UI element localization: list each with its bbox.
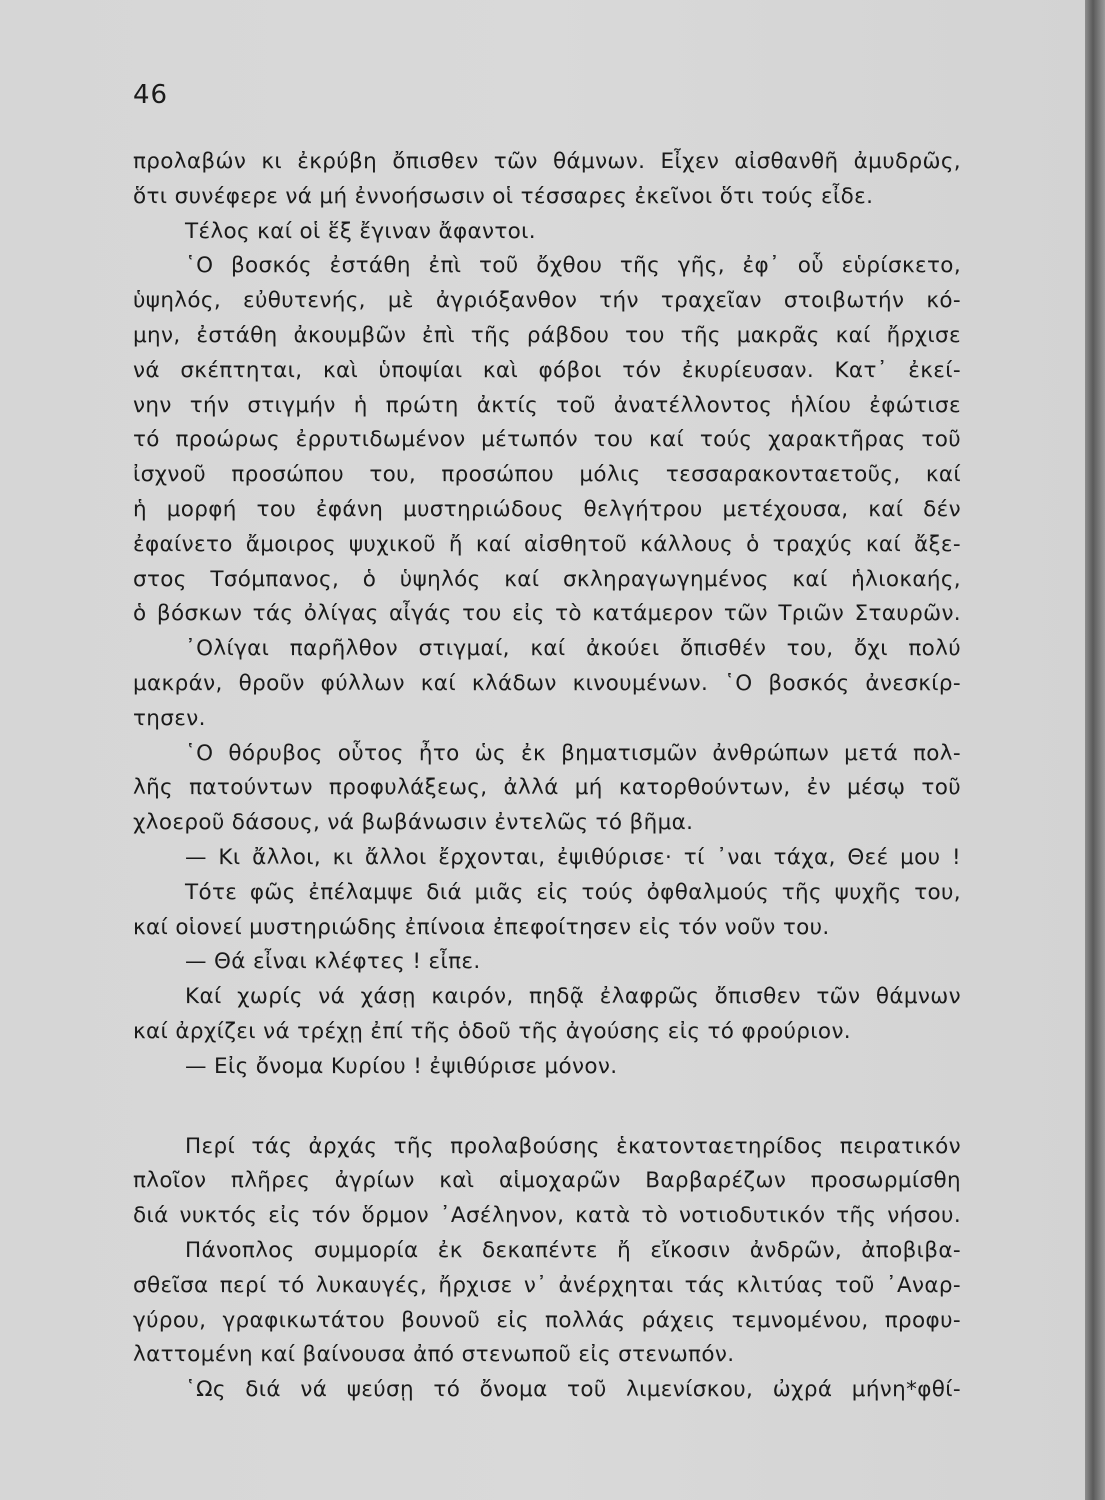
text-line: Τότε φῶς ἐπέλαμψε διά μιᾶς εἰς τούς ὀφθαλμούς τῆς ψυχῆς του,	[185, 879, 961, 905]
text-line: — Κι ἄλλοι, κι ἄλλοι ἔρχονται, ἐψιθύρισε· τί ᾽ναι τάχα, Θεέ μου !	[185, 844, 961, 870]
text-line: ῾Ο θόρυβος οὗτος ἦτο ὡς ἐκ βηματισμῶν ἀνθρώπων μετά πολ-	[185, 740, 961, 766]
text-line: Περί τάς ἀρχάς τῆς προλαβούσης ἑκατονταετηρίδος πειρατικόν	[185, 1133, 961, 1159]
text-line: νην τήν στιγμήν ἡ πρώτη ἀκτίς τοῦ ἀνατέλλοντος ἡλίου ἐφώτισε	[133, 392, 961, 418]
text-line: νά σκέπτηται, καὶ ὑποψίαι καὶ φόβοι τόν ἐκυρίευσαν. Κατ᾽ ἐκεί-	[133, 357, 961, 383]
text-line: προλαβών κι ἐκρύβη ὄπισθεν τῶν θάμνων. Εἶχεν αἰσθανθῆ ἀμυδρῶς,	[133, 149, 961, 174]
text-line: ὅτι συνέφερε νά μή ἐννοήσωσιν οἱ τέσσαρες ἐκεῖνοι ὅτι τούς εἶδε.	[133, 183, 874, 209]
text-line: Καί χωρίς νά χάσῃ καιρόν, πηδᾷ ἐλαφρῶς ὄπισθεν τῶν θάμνων	[185, 984, 961, 1010]
text-line: καί οἱονεί μυστηριώδης ἐπίνοια ἐπεφοίτησεν εἰς τόν νοῦν του.	[133, 914, 830, 940]
section-gap	[133, 1085, 961, 1130]
text-line: χλοεροῦ δάσους, νά βωβάνωσιν ἐντελῶς τό βῆμα.	[133, 810, 694, 836]
text-line: ἰσχνοῦ προσώπου του, προσώπου μόλις τεσσαρακονταετοῦς, καί	[133, 462, 961, 488]
text-line: μακράν, θροῦν φύλλων καί κλάδων κινουμένων. ῾Ο βοσκός ἀνεσκίρ-	[133, 670, 961, 696]
text-line: μην, ἐστάθη ἀκουμβῶν ἐπὶ τῆς ράβδου του τῆς μακρᾶς καί ἤρχισε	[133, 322, 961, 348]
text-line: Πάνοπλος συμμορία ἐκ δεκαπέντε ἤ εἴκοσιν ἀνδρῶν, ἀποβιβα-	[185, 1237, 961, 1263]
text-line: — Εἰς ὄνομα Κυρίου ! ἐψιθύρισε μόνον.	[185, 1053, 618, 1079]
text-line: στος Τσόμπανος, ὁ ὑψηλός καί σκληραγωγημένος καί ἡλιοκαής,	[133, 566, 961, 592]
text-line: ὑψηλός, εὐθυτενής, μὲ ἀγριόξανθον τήν τραχεῖαν στοιβωτήν κό-	[133, 288, 961, 314]
text-line: ὁ βόσκων τάς ὀλίγας αἶγάς του εἰς τὸ κατάμερον τῶν Τριῶν Σταυρῶν.	[133, 601, 961, 627]
text-line: καί ἀρχίζει νά τρέχῃ ἐπί τῆς ὁδοῦ τῆς ἀγούσης εἰς τό φρούριον.	[133, 1018, 851, 1044]
text-line: — Θά εἶναι κλέφτες ! εἶπε.	[185, 949, 481, 975]
text-line: τησεν.	[133, 705, 206, 731]
page-number: 46	[133, 80, 169, 110]
text-line: Τέλος καί οἱ ἕξ ἔγιναν ἄφαντοι.	[185, 218, 536, 244]
text-line: λῆς πατούντων προφυλάξεως, ἀλλά μή κατορθούντων, ἐν μέσῳ τοῦ	[133, 775, 961, 801]
text-line: ἐφαίνετο ἄμοιρος ψυχικοῦ ἤ καί αἰσθητοῦ κάλλους ὁ τραχύς καί ἄξε-	[133, 531, 961, 557]
text-line: ῾Ο βοσκός ἐστάθη ἐπὶ τοῦ ὄχθου τῆς γῆς, ἐφ᾽ οὗ εὑρίσκετο,	[185, 253, 961, 279]
text-line: σθεῖσα περί τό λυκαυγές, ἤρχισε ν᾽ ἀνέρχηται τάς κλιτύας τοῦ ᾽Αναρ-	[133, 1272, 961, 1298]
text-line: πλοῖον πλῆρες ἀγρίων καὶ αἱμοχαρῶν Βαρβαρέζων προσωρμίσθη	[133, 1168, 961, 1194]
body-text	[133, 145, 961, 1408]
page-edge-shadow	[1085, 0, 1105, 1500]
text-line: ᾽Ολίγαι παρῆλθον στιγμαί, καί ἀκούει ὄπισθέν του, ὄχι πολύ	[185, 636, 961, 662]
text-line: τό προώρως ἐρρυτιδωμένον μέτωπόν του καί τούς χαρακτῆρας τοῦ	[133, 427, 961, 453]
text-line: ἡ μορφή του ἐφάνη μυστηριώδους θελγήτρου μετέχουσα, καί δέν	[133, 496, 961, 522]
text-line: γύρου, γραφικωτάτου βουνοῦ εἰς πολλάς ράχεις τεμνομένου, προφυ-	[133, 1307, 961, 1333]
text-line: ῾Ως διά νά ψεύσῃ τό ὄνομα τοῦ λιμενίσκου, ὠχρά μήνη*φθί-	[185, 1377, 961, 1403]
text-line: λαττομένη καί βαίνουσα ἀπό στενωποῦ εἰς στενωπόν.	[133, 1342, 735, 1368]
text-line: διά νυκτός εἰς τόν ὅρμον ᾽Ασέληνον, κατὰ τὸ νοτιοδυτικόν τῆς νήσου.	[133, 1203, 961, 1229]
